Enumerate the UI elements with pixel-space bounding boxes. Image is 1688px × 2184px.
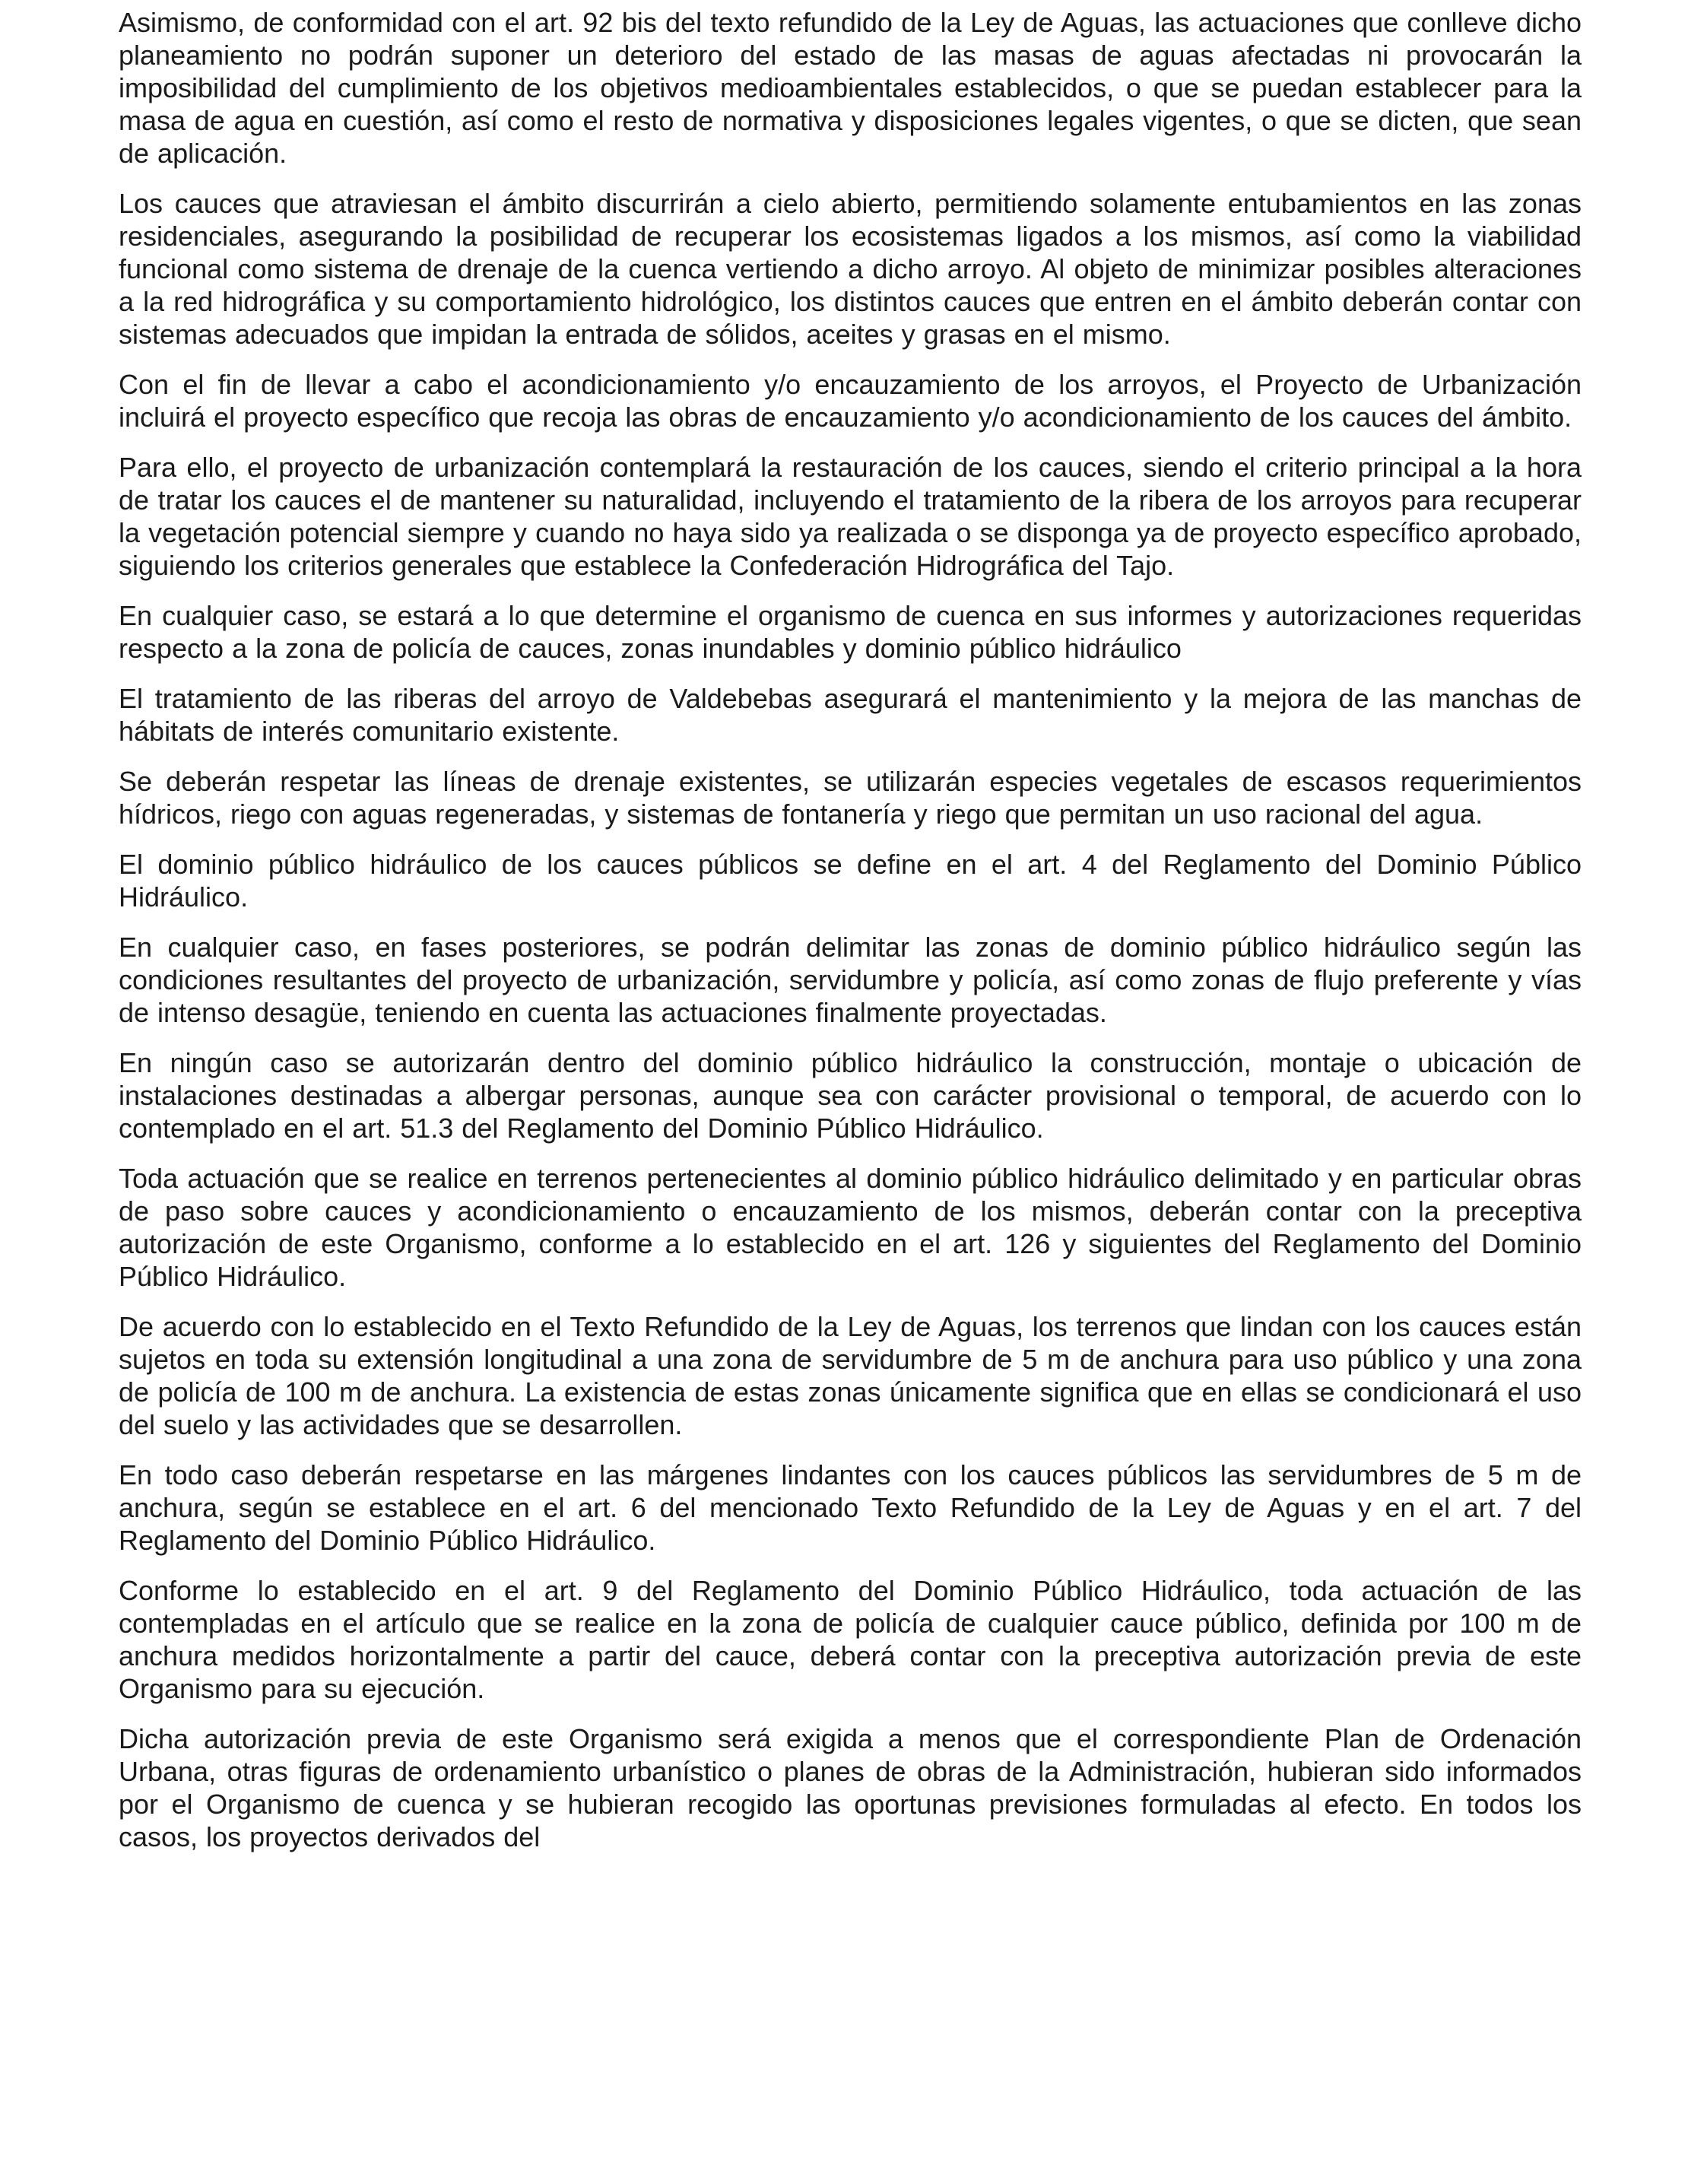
paragraph-servitude-zones: De acuerdo con lo establecido en el Texto Refundido de la Ley de Aguas, los terrenos que lindan con los cauces están sujetos en toda su extensión longitudinal a una zona de servidumbre de 5 m de anchura para uso público y una zona de policía de 100 m de anchura. La existencia de estas zonas únicamente significa que en ellas se condicionará el uso del suelo y las actividades que se desarrollen. xyxy=(119,1311,1582,1440)
paragraph-open-air-channels: Los cauces que atraviesan el ámbito discurrirán a cielo abierto, permitiendo solamente entubamientos en las zonas residenciales, asegurando la posibilidad de recuperar los ecosistemas ligados a los mismos, así como la viabilidad funcional como sistema de drenaje de la cuenca vertiendo a dicho arroyo. Al objeto de minimizar posibles alteraciones a la red hidrográfica y su comportamiento hidrológico, los distintos cauces que entren en el ámbito deberán contar con sistemas adecuados que impidan la entrada de sólidos, aceites y grasas en el mismo. xyxy=(119,188,1582,350)
paragraph-channel-restoration: Para ello, el proyecto de urbanización contemplará la restauración de los cauces, siendo el criterio principal a la hora de tratar los cauces el de mantener su naturalidad, incluyendo el tratamiento de la ribera de los arroyos para recuperar la vegetación potencial siempre y cuando no haya sido ya realizada o se disponga ya de proyecto específico aprobado, siguiendo los criterios generales que establece la Confederación Hidrográfica del Tajo. xyxy=(119,452,1582,581)
paragraph-works-authorization: Toda actuación que se realice en terrenos pertenecientes al dominio público hidráulico delimitado y en particular obras de paso sobre cauces y acondicionamiento o encauzamiento de los mismos, deberán contar con la preceptiva autorización de este Organismo, conforme a lo establecido en el art. 126 y siguientes del Reglamento del Dominio Público Hidráulico. xyxy=(119,1163,1582,1292)
paragraph-later-phases-delimitation: En cualquier caso, en fases posteriores, se podrán delimitar las zonas de dominio público hidráulico según las condiciones resultantes del proyecto de urbanización, servidumbre y policía, así como zonas de flujo preferente y vías de intenso desagüe, teniendo en cuenta las actuaciones finalmente proyectadas. xyxy=(119,932,1582,1028)
paragraph-police-zone-authorization: Conforme lo establecido en el art. 9 del Reglamento del Dominio Público Hidráulico, toda actuación de las contempladas en el artículo que se realice en la zona de policía de cualquier cauce público, definida por 100 m de anchura medidos horizontalmente a partir del cauce, deberá contar con la preceptiva autorización previa de este Organismo para su ejecución. xyxy=(119,1575,1582,1704)
paragraph-valdebebas-riverbanks: El tratamiento de las riberas del arroyo de Valdebebas asegurará el mantenimiento y la mejora de las manchas de hábitats de interés comunitario existente. xyxy=(119,683,1582,747)
paragraph-public-hydraulic-domain-def: El dominio público hidráulico de los cauces públicos se define en el art. 4 del Reglamento del Dominio Público Hidráulico. xyxy=(119,849,1582,913)
paragraph-basin-authority: En cualquier caso, se estará a lo que determine el organismo de cuenca en sus informes y autorizaciones requeridas respecto a la zona de policía de cauces, zonas inundables y dominio público hidráulico xyxy=(119,600,1582,664)
paragraph-margins-servitudes: En todo caso deberán respetarse en las márgenes lindantes con los cauces públicos las servidumbres de 5 m de anchura, según se establece en el art. 6 del mencionado Texto Refundido de la Ley de Aguas y en el art. 7 del Reglamento del Dominio Público Hidráulico. xyxy=(119,1459,1582,1556)
paragraph-water-law-92bis: Asimismo, de conformidad con el art. 92 bis del texto refundido de la Ley de Aguas, las actuaciones que conlleve dicho planeamiento no podrán suponer un deterioro del estado de las masas de aguas afectadas ni provocarán la imposibilidad del cumplimiento de los objetivos medioambientales establecidos, o que se puedan establecer para la masa de agua en cuestión, así como el resto de normativa y disposiciones legales vigentes, o que se dicten, que sean de aplicación. xyxy=(119,7,1582,169)
paragraph-no-construction-authorized: En ningún caso se autorizarán dentro del dominio público hidráulico la construcción, montaje o ubicación de instalaciones destinadas a albergar personas, aunque sea con carácter provisional o temporal, de acuerdo con lo contemplado en el art. 51.3 del Reglamento del Dominio Público Hidráulico. xyxy=(119,1047,1582,1144)
paragraph-prior-authorization-exemption: Dicha autorización previa de este Organismo será exigida a menos que el correspondiente Plan de Ordenación Urbana, otras figuras de ordenamiento urbanístico o planes de obras de la Administración, hubieran sido informados por el Organismo de cuenca y se hubieran recogido las oportunas previsiones formuladas al efecto. En todos los casos, los proyectos derivados del xyxy=(119,1723,1582,1852)
paragraph-urbanization-project: Con el fin de llevar a cabo el acondicionamiento y/o encauzamiento de los arroyos, el Proyecto de Urbanización incluirá el proyecto específico que recoja las obras de encauzamiento y/o acondicionamiento de los cauces del ámbito. xyxy=(119,369,1582,433)
paragraph-drainage-lines: Se deberán respetar las líneas de drenaje existentes, se utilizarán especies vegetales de escasos requerimientos hídricos, riego con aguas regeneradas, y sistemas de fontanería y riego que permitan un uso racional del agua. xyxy=(119,766,1582,830)
